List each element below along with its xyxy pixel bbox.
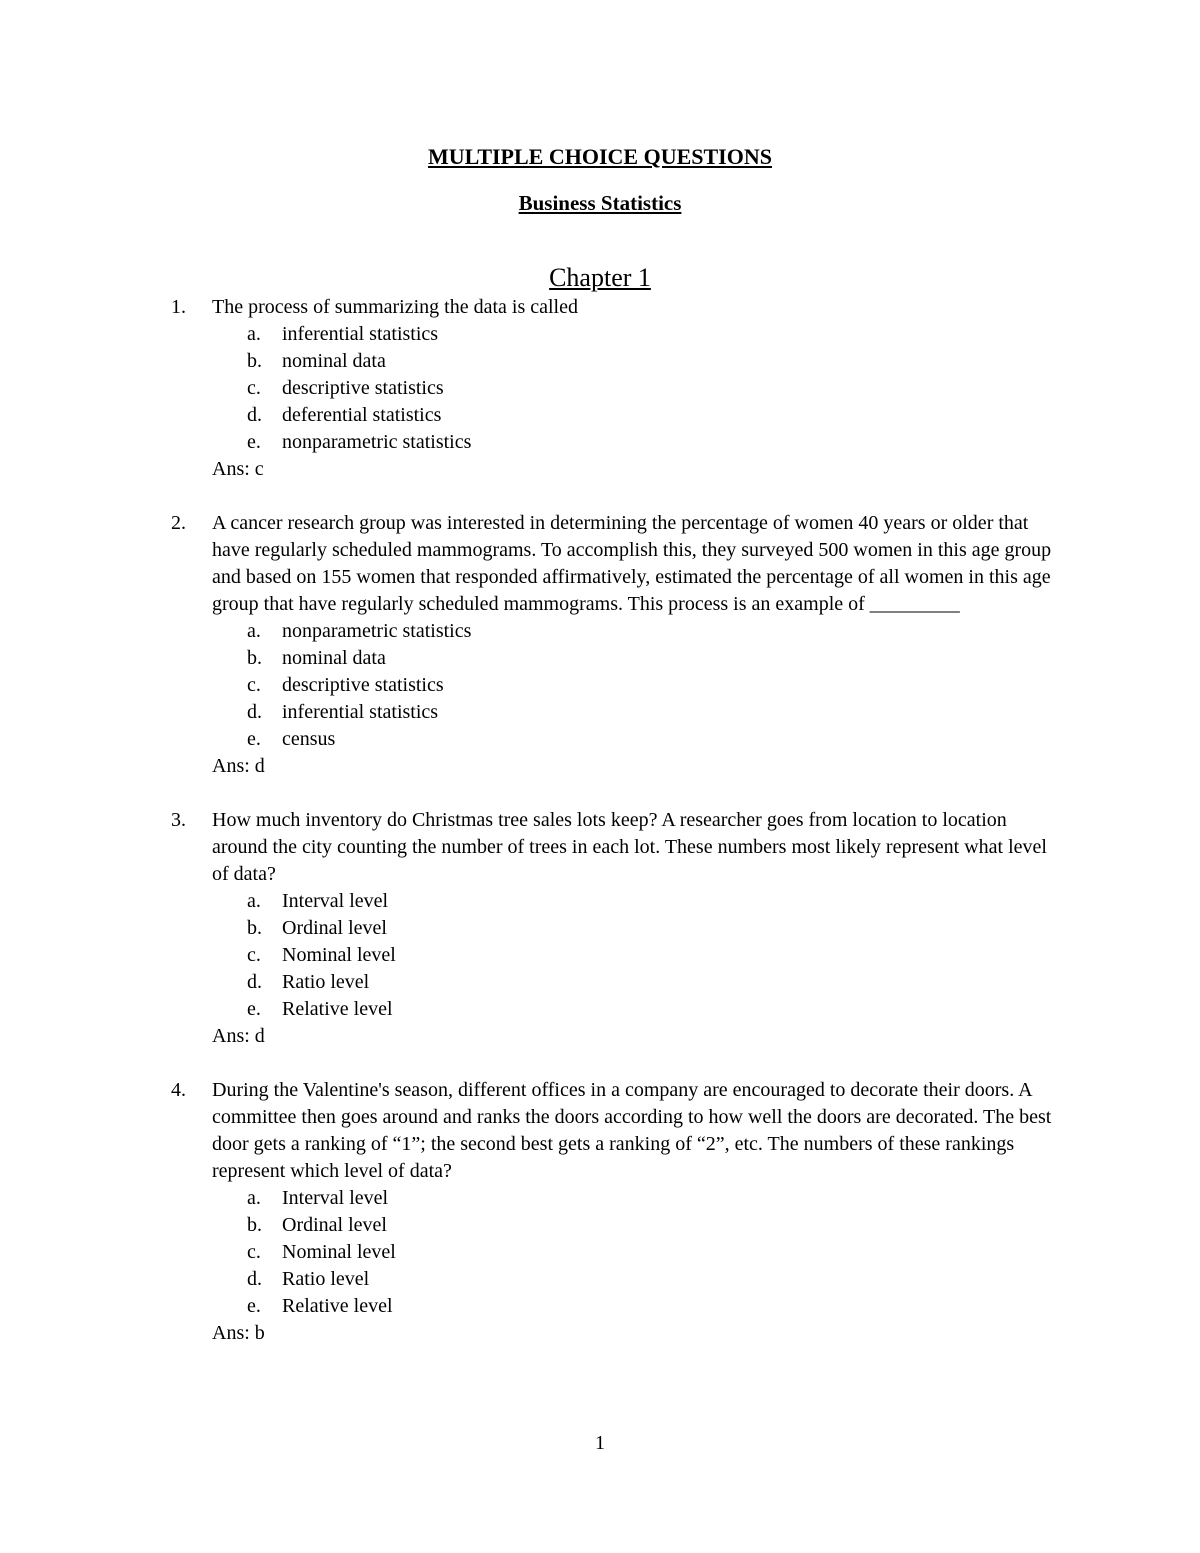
option-letter: b.	[247, 647, 262, 669]
option-e	[212, 726, 1071, 753]
option-a	[212, 618, 1071, 645]
option-letter: a.	[247, 620, 261, 642]
document-title: MULTIPLE CHOICE QUESTIONS	[428, 144, 772, 169]
option-letter: d.	[247, 971, 262, 993]
option-letter: d.	[247, 701, 262, 723]
option-b	[212, 645, 1071, 672]
question-number: 2.	[171, 512, 186, 534]
answer-line: Ans: d	[212, 1025, 265, 1047]
option-letter: e.	[247, 998, 261, 1020]
option-text: descriptive statistics	[282, 377, 444, 399]
option-text: census	[282, 728, 336, 750]
option-a	[212, 1185, 1071, 1212]
option-letter: c.	[247, 1241, 261, 1263]
chapter-heading: Chapter 1	[549, 263, 651, 292]
option-text: Relative level	[282, 1295, 393, 1317]
question-text: A cancer research group was interested in determining the percentage of women 40 years or older that have regularly scheduled mammograms. To accomplish this, they surveyed 500 women in this age group and based on 155 women that responded affirmatively, estimated the percentage of all women in this age group that have regularly scheduled mammograms. This process is an example of _________	[212, 512, 1052, 615]
option-text: inferential statistics	[282, 701, 439, 723]
option-letter: a.	[247, 890, 261, 912]
option-letter: e.	[247, 431, 261, 453]
document-subtitle: Business Statistics	[518, 191, 682, 215]
question-2	[171, 510, 1071, 780]
option-d	[212, 402, 1071, 429]
option-letter: e.	[247, 728, 261, 750]
option-text: Ordinal level	[282, 1214, 387, 1236]
option-c	[212, 672, 1071, 699]
option-letter: d.	[247, 404, 262, 426]
option-text: Ordinal level	[282, 917, 387, 939]
option-c	[212, 942, 1071, 969]
option-text: deferential statistics	[282, 404, 442, 426]
option-c	[212, 375, 1071, 402]
option-letter: b.	[247, 1214, 262, 1236]
option-c	[212, 1239, 1071, 1266]
option-a	[212, 321, 1071, 348]
question-list	[171, 294, 1071, 1347]
option-text: Ratio level	[282, 1268, 370, 1290]
option-text: nonparametric statistics	[282, 431, 472, 453]
option-letter: d.	[247, 1268, 262, 1290]
option-e	[212, 1293, 1071, 1320]
answer-line: Ans: d	[212, 755, 265, 777]
option-letter: c.	[247, 377, 261, 399]
question-number: 1.	[171, 296, 186, 318]
question-text: How much inventory do Christmas tree sales lots keep? A researcher goes from location to location around the city counting the number of trees in each lot. These numbers most likely represent what level of data?	[212, 809, 1047, 885]
question-3	[171, 807, 1071, 1050]
option-list	[212, 321, 1071, 456]
option-text: Nominal level	[282, 944, 396, 966]
option-text: nonparametric statistics	[282, 620, 472, 642]
option-letter: e.	[247, 1295, 261, 1317]
question-number: 4.	[171, 1079, 186, 1101]
option-e	[212, 429, 1071, 456]
option-b	[212, 915, 1071, 942]
option-text: descriptive statistics	[282, 674, 444, 696]
option-letter: c.	[247, 674, 261, 696]
option-letter: b.	[247, 917, 262, 939]
option-text: Relative level	[282, 998, 393, 1020]
option-letter: c.	[247, 944, 261, 966]
option-list	[212, 888, 1071, 1023]
question-text: The process of summarizing the data is called	[212, 296, 578, 318]
option-text: Nominal level	[282, 1241, 396, 1263]
option-a	[212, 888, 1071, 915]
option-text: Interval level	[282, 1187, 389, 1209]
question-4	[171, 1077, 1071, 1347]
answer-line: Ans: b	[212, 1322, 265, 1344]
option-list	[212, 1185, 1071, 1320]
option-b	[212, 1212, 1071, 1239]
option-e	[212, 996, 1071, 1023]
option-d	[212, 969, 1071, 996]
option-text: nominal data	[282, 350, 386, 372]
option-text: nominal data	[282, 647, 386, 669]
question-number: 3.	[171, 809, 186, 831]
option-d	[212, 699, 1071, 726]
question-1	[171, 294, 1071, 483]
option-d	[212, 1266, 1071, 1293]
option-letter: b.	[247, 350, 262, 372]
option-b	[212, 348, 1071, 375]
answer-line: Ans: c	[212, 458, 264, 480]
option-text: inferential statistics	[282, 323, 439, 345]
option-letter: a.	[247, 323, 261, 345]
option-text: Ratio level	[282, 971, 370, 993]
option-letter: a.	[247, 1187, 261, 1209]
question-text: During the Valentine's season, different offices in a company are encouraged to decorate their doors. A committee then goes around and ranks the doors according to how well the doors are decorated. The best door gets a ranking of “1”; the second best gets a ranking of “2”, etc. The numbers of these rankings represent which level of data?	[212, 1079, 1052, 1182]
option-list	[212, 618, 1071, 753]
option-text: Interval level	[282, 890, 389, 912]
page-number: 1	[595, 1432, 605, 1454]
